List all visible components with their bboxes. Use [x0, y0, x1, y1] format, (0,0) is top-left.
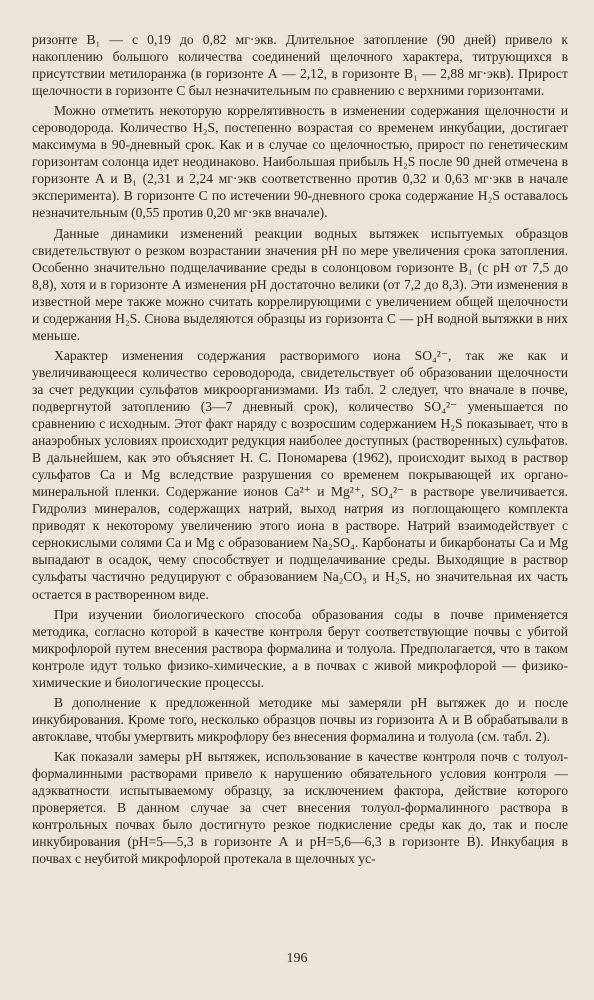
paragraph-5: При изучении биологического способа образования соды в почве применяется методика, согласно которой в качестве контроля берут соответствующие почвы с убитой микрофлорой путем внесения раствора формалина и толуола. Предполагается, что в таком контроле идут только физико-химические, а в почвах с живой микрофлорой — физико-химические и биологические процессы.: [32, 606, 568, 690]
paragraph-2: Можно отметить некоторую коррелятивность в изменении содержания щелочности и сероводорода. Количество H₂S, постепенно возрастая со временем инкубации, достигает максимума в 90-дневный срок. Как и в случае со щелочностью, прирост по генетическим горизонтам солонца идет неодинаково. Наибольшая прибыль H₂S после 90 дней отмечена в горизонте А и B₁ (2,31 и 2,24 мг·экв соответственно против 0,32 и 0,63 мг·экв в начале эксперимента). В горизонте С по истечении 90-дневного срока содержание H₂S оставалось незначительным (0,55 против 0,20 мг·экв вначале).: [32, 103, 568, 221]
paragraph-4: Характер изменения содержания растворимого иона SO₄²⁻, так же как и увеличивающееся количество сероводорода, свидетельствует об образовании щелочности за счет редукции сульфатов микроорганизмами. Из табл. 2 следует, что вначале в почве, подвергнутой затоплению (3—7 дневный срок), количество SO₄²⁻ уменьшается по сравнению с исходным. Этот факт наряду с возросшим содержанием H₂S показывает, что в анаэробных условиях происходит редукция наиболее доступных (растворенных) сульфатов. В дальнейшем, как это объясняет Н. С. Пономарева (1962), происходит выход в раствор сульфатов Са и Mg вследствие разрушения со временем покрывающей их органо-минеральной пленки. Содержание ионов Ca²⁺ и Mg²⁺, SO₄²⁻ в растворе увеличивается. Гидролиз минералов, содержащих натрий, выход натрия из поглощающего комплекта приводят к некоторому увеличению этого иона в растворе. Натрий взаимодействует с сернокислыми солями Са и Mg с образованием Na₂SO₄. Карбонаты и бикарбонаты Са и Mg выпадают в осадок, чему способствует и подщелачивание среды. Выходящие в раствор сульфаты частично редуцируют с образованием Na₂CO₃ и H₂S, но значительная их часть остается в растворенном виде.: [32, 347, 568, 602]
page-number: 196: [286, 951, 308, 966]
paragraph-7: Как показали замеры pH вытяжек, использование в качестве контроля почв с толуол-формалинными растворами привело к нарушению обязательного условия контроля — адэкватности испытываемому образцу, за исключением фактора, действие которого проверяется. В данном случае за счет внесения толуол-формалинного раствора в контрольных почвах было достигнуто резкое подкисление среды как до, так и после инкубирования (pH=5—5,3 в горизонте А и pH=5,6—6,3 в горизонте B). Инкубация в почвах с неубитой микрофлорой протекала в щелочных ус-: [32, 748, 568, 867]
paragraph-6: В дополнение к предложенной методике мы замеряли pH вытяжек до и после инкубирования. Кроме того, несколько образцов почвы из горизонта А и B обрабатывали в автоклаве, чтобы умертвить микрофлору без внесения формалина и толуола (см. табл. 2).: [32, 694, 568, 744]
paragraph-1: ризонте B₁ — с 0,19 до 0,82 мг·экв. Длительное затопление (90 дней) привело к накоплению большого количества соединений щелочного характера, титрующихся в присутствии метилоранжа (в горизонте А — 2,12, в горизонте B₁ — 2,88 мг·экв). Прирост щелочности в горизонте С был незначительным по сравнению с верхними горизонтами.: [32, 32, 568, 99]
paragraph-3: Данные динамики изменений реакции водных вытяжек испытуемых образцов свидетельствуют о резком возрастании значения pH по мере увеличения срока затопления. Особенно значительно подщелачивание среды в солонцовом горизонте B₁ (с pH от 7,5 до 8,8), хотя и в горизонте А изменения pH достаточно велики (от 7,2 до 8,3). Эти изменения в известной мере также можно считать коррелирующими с увеличением общей щелочности и содержания H₂S. Снова выделяются образцы из горизонта С — pH водной вытяжки в них меньше.: [32, 225, 568, 343]
body-text: [32, 31, 568, 867]
